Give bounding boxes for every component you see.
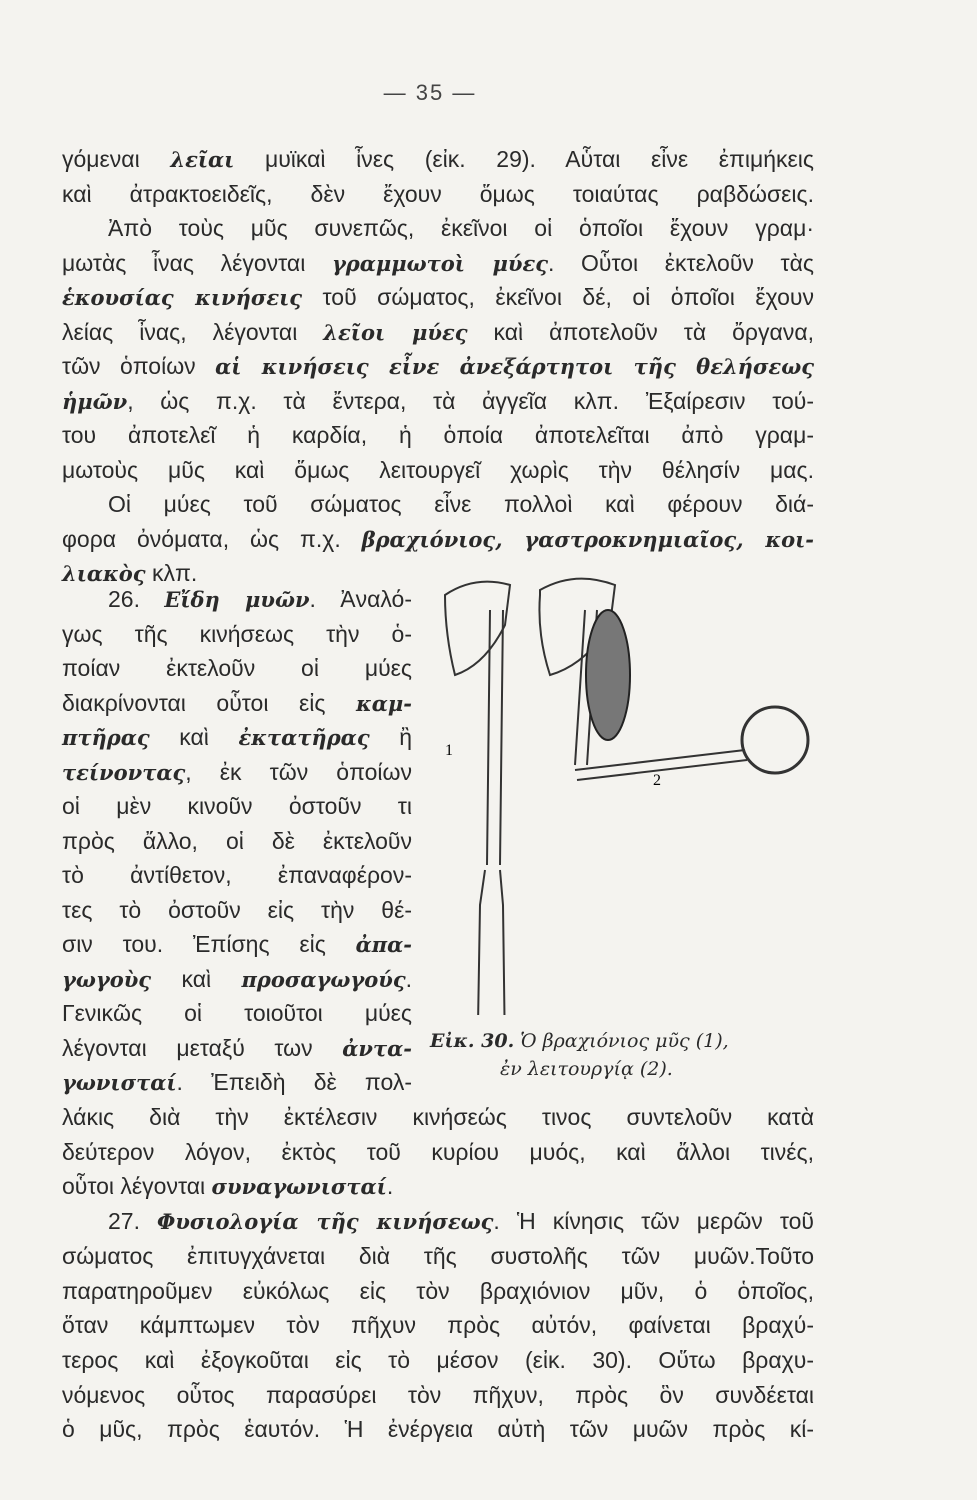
emphasized-term: ἀντα- — [342, 1035, 412, 1061]
text-run: ὁ μῦς, πρὸς ἑαυτόν. Ἡ ἐνέργεια αὐτὴ τῶν μυῶν πρὸς κί- — [62, 1416, 814, 1443]
text-line — [62, 582, 412, 616]
text-line — [62, 522, 814, 556]
emphasized-term: Εἴδη μυῶν — [164, 587, 310, 612]
text-line — [62, 720, 412, 754]
emphasized-term: ἑκουσίας κινήσεις — [62, 285, 303, 310]
text-run: λάκις διὰ τὴν ἐκτέλεσιν κινήσεώς τινος συντελοῦν κατὰ — [62, 1104, 814, 1130]
text-line — [62, 487, 814, 521]
text-line — [62, 1100, 814, 1134]
text-run: καὶ ἀτρακτοειδεῖς, δὲν ἔχουν ὅμως τοιαύτας ραβδώσεις. — [62, 180, 814, 207]
text-line — [62, 142, 814, 176]
emphasized-term: ἀπα- — [355, 932, 412, 957]
text-run: καὶ — [149, 724, 239, 750]
text-run: τερος καὶ ἐξογκοῦται εἰς τὸ μέσον (εἰκ. 30). Οὕτω βραχυ- — [62, 1346, 814, 1373]
figure-caption-line-2: ἐν λειτουργίᾳ (2). — [500, 1058, 673, 1080]
text-run: νόμενος οὗτος παρασύρει τὸν πῆχυν, πρὸς ὃν συνδέεται — [62, 1381, 814, 1408]
text-line — [62, 755, 412, 789]
text-run: 27. — [108, 1208, 158, 1235]
arm-skeleton-illustration — [425, 565, 815, 1015]
text-line — [62, 1308, 814, 1342]
text-line — [62, 1239, 814, 1273]
emphasized-term: γωνισταί — [62, 1070, 177, 1095]
emphasized-term: λιακὸς — [62, 561, 146, 586]
text-run: Οἱ μύες τοῦ σώματος εἶνε πολλοὶ καὶ φέρουν διά- — [108, 491, 814, 517]
text-line — [62, 177, 814, 211]
text-run: , ὡς π.χ. τὰ ἔντερα, τὰ ἀγγεῖα κλπ. Ἐξαίρεσιν τού- — [127, 387, 814, 414]
text-run: . Οὗτοι ἐκτελοῦν τὰς — [548, 249, 814, 276]
text-line — [62, 962, 412, 996]
text-run: καὶ — [151, 965, 242, 992]
text-line — [62, 1412, 814, 1446]
forearm-bones-1 — [475, 870, 507, 1015]
text-run: . Ἐπειδὴ δὲ πολ- — [176, 1069, 412, 1095]
text-run: τὸ ἀντίθετον, ἐπαναφέρον- — [62, 862, 412, 888]
emphasized-term: γωγοὺς — [62, 966, 152, 992]
figure-caption-text: Ὁ βραχιόνιος μῦς (1), — [520, 1030, 729, 1052]
emphasized-term: προσαγωγούς — [241, 966, 406, 992]
text-line — [62, 1135, 814, 1169]
text-run: Ἀπὸ τοὺς μῦς συνεπῶς, ἐκεῖνοι οἱ ὁποῖοι ἔχουν γραμ· — [108, 215, 814, 241]
text-line — [62, 1065, 412, 1099]
text-line — [62, 349, 814, 383]
weight-ball — [742, 707, 808, 773]
forearm-bones-2 — [575, 750, 747, 780]
text-run: παρατηροῦμεν εὐκόλως εἰς τὸν βραχιόνιον μῦν, ὁ ὁποῖος, — [62, 1277, 814, 1304]
text-run: λείας ἶνας, λέγονται — [62, 318, 324, 345]
emphasized-term: γραμμωτοὶ μύες — [331, 250, 549, 276]
text-run: του ἀποτελεῖ ἡ καρδία, ἡ ὁποία ἀποτελεῖται ἀπὸ γραμ- — [62, 422, 814, 448]
text-run: . — [405, 965, 412, 992]
text-run: οὗτοι λέγονται — [62, 1173, 212, 1200]
page-number: — 35 — — [383, 80, 477, 105]
emphasized-term: αἱ κινήσεις εἶνε ἀνεξάρτητοι τῆς θελήσεως — [215, 354, 814, 379]
text-run: , ἐκ τῶν ὁποίων — [185, 758, 412, 785]
emphasized-term: συναγωνισταί — [211, 1174, 387, 1200]
text-line — [62, 246, 814, 280]
text-run: μωτὰς ἶνας λέγονται — [62, 249, 332, 276]
emphasized-term: καμ- — [356, 690, 412, 716]
text-run: σιν του. Ἐπίσης εἰς — [62, 931, 356, 957]
text-run: σώματος ἐπιτυγχάνεται διὰ τῆς συστολῆς τῶν μυῶν.Τοῦτο — [62, 1242, 814, 1269]
text-line — [62, 617, 412, 651]
text-line — [62, 211, 814, 245]
text-line — [62, 315, 814, 349]
text-run: οἱ μὲν κινοῦν ὀστοῦν τι — [62, 793, 412, 819]
text-line — [62, 651, 412, 685]
text-line — [62, 927, 412, 961]
text-line — [62, 1378, 814, 1412]
text-run: διακρίνονται οὗτοι εἰς — [62, 689, 356, 716]
text-run: δεύτερον λόγον, ἐκτὸς τοῦ κυρίου μυός, καὶ ἄλλοι τινές, — [62, 1138, 814, 1165]
text-line — [62, 789, 412, 823]
text-line — [62, 280, 814, 314]
text-line — [62, 893, 412, 927]
text-run: μωτοὺς μῦς καὶ ὅμως λειτουργεῖ χωρὶς τὴν θέλησίν μας. — [62, 456, 814, 483]
text-line — [62, 996, 412, 1030]
text-run: Γενικῶς οἱ τοιοῦτοι μύες — [62, 1000, 412, 1026]
emphasized-term: Φυσιολογία τῆς κινήσεως — [157, 1209, 494, 1235]
text-run: ποίαν ἐκτελοῦν οἱ μύες — [62, 655, 412, 681]
humerus-1 — [487, 610, 503, 865]
text-run: πρὸς ἄλλο, οἱ δὲ ἐκτελοῦν — [62, 827, 412, 854]
emphasized-term: τείνοντας — [62, 759, 186, 785]
text-run: τῶν ὁποίων — [62, 353, 216, 379]
text-run: καὶ ἀποτελοῦν τὰ ὄργανα, — [467, 318, 814, 345]
text-line — [62, 1031, 412, 1065]
text-line — [62, 1204, 814, 1238]
text-run: μυϊκαὶ ἶνες (εἰκ. 29). Αὗται εἶνε ἐπιμήκεις — [234, 146, 814, 172]
text-run: λέγονται μεταξύ των — [62, 1034, 343, 1061]
text-line — [62, 824, 412, 858]
emphasized-term: βραχιόνιος, γαστροκνημιαῖος, κοι- — [361, 526, 814, 552]
emphasized-term: πτῆρας — [62, 725, 150, 750]
emphasized-term: ἐκτατῆρας — [238, 725, 370, 750]
text-line — [62, 858, 412, 892]
text-line — [62, 453, 814, 487]
text-run: φορα ὀνόματα, ὡς π.χ. — [62, 525, 362, 552]
emphasized-term: ἡμῶν — [62, 388, 128, 414]
text-run: τοῦ σώματος, ἐκεῖνοι δέ, οἱ ὁποῖοι ἔχουν — [302, 284, 814, 310]
text-run: γως τῆς κινήσεως τὴν ὁ- — [62, 620, 412, 647]
figure-caption-label: Εἰκ. 30. — [430, 1030, 515, 1052]
shoulder-blade-1 — [445, 582, 510, 675]
text-run: . Ἀναλό- — [309, 586, 412, 612]
text-run: κλπ. — [145, 560, 198, 586]
text-line — [62, 1343, 814, 1377]
text-run: γόμεναι — [62, 146, 171, 172]
text-line — [62, 418, 814, 452]
text-line — [62, 686, 412, 720]
text-line — [62, 1169, 814, 1203]
figure-label-2: 2 — [653, 772, 661, 789]
text-run: 26. — [108, 586, 165, 612]
figure-label-1: 1 — [445, 742, 453, 759]
arm-muscle-figure — [425, 565, 815, 1015]
text-run: ὅταν κάμπτωμεν τὸν πῆχυν πρὸς αὐτόν, φαίνεται βραχύ- — [62, 1312, 814, 1339]
text-run: . — [386, 1173, 394, 1200]
text-line — [62, 1274, 814, 1308]
figure-caption-line-1 — [430, 1030, 820, 1060]
text-run: τες τὸ ὀστοῦν εἰς τὴν θέ- — [62, 896, 412, 923]
emphasized-term: λεῖαι — [170, 147, 235, 172]
text-line — [62, 384, 814, 418]
text-run: ἢ — [369, 724, 412, 750]
text-run: . Ἡ κίνησις τῶν μερῶν τοῦ — [493, 1208, 814, 1235]
emphasized-term: λεῖοι μύες — [323, 319, 468, 345]
biceps-muscle — [586, 610, 630, 740]
